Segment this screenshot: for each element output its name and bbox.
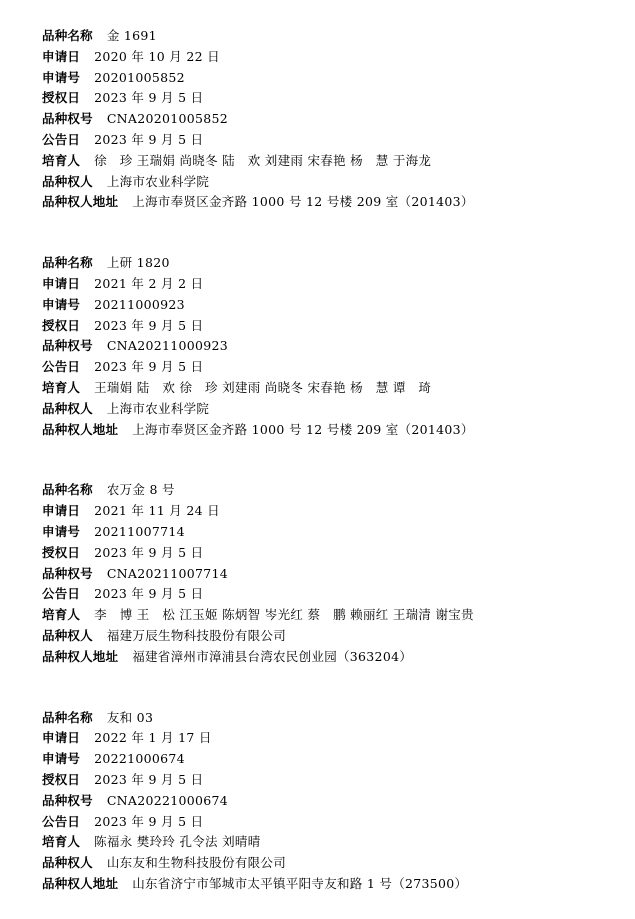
field-value: 友和 03	[106, 709, 154, 725]
field-label: 品种权人	[42, 627, 93, 643]
field-breeders	[42, 378, 627, 399]
field-value: 上海市农业科学院	[106, 400, 210, 416]
field-grant-date	[42, 88, 627, 109]
field-label: 申请日	[42, 730, 81, 746]
field-label: 培育人	[42, 607, 81, 623]
field-label: 品种权人地址	[42, 875, 119, 891]
field-value: 20201005852	[94, 69, 185, 85]
field-application-number	[42, 295, 627, 316]
field-label: 品种权号	[42, 111, 93, 127]
field-right-number	[42, 109, 627, 130]
field-value: 2023 年 9 月 5 日	[94, 586, 204, 602]
field-label: 授权日	[42, 317, 81, 333]
field-value: 上海市奉贤区金齐路 1000 号 12 号楼 209 室（201403）	[132, 421, 474, 437]
variety-record	[42, 480, 627, 667]
field-value: 山东省济宁市邹城市太平镇平阳寺友和路 1 号（273500）	[132, 875, 468, 891]
field-value: 上海市农业科学院	[106, 173, 210, 189]
field-value: 20221000674	[94, 751, 185, 767]
field-variety-name	[42, 480, 627, 501]
field-value: 2021 年 2 月 2 日	[94, 275, 204, 291]
field-application-date	[42, 274, 627, 295]
field-value: 2022 年 1 月 17 日	[94, 730, 212, 746]
field-right-holder-address	[42, 420, 627, 441]
field-right-holder	[42, 399, 627, 420]
field-value: 李 博 王 松 江玉姬 陈炳智 岑光红 蔡 鹏 赖丽红 王瑞清 谢宝贵	[94, 607, 474, 623]
field-variety-name	[42, 708, 627, 729]
field-label: 申请日	[42, 275, 81, 291]
field-value: 2023 年 9 月 5 日	[94, 90, 204, 106]
field-label: 公告日	[42, 359, 81, 375]
field-value: 金 1691	[106, 28, 157, 43]
field-label: 授权日	[42, 544, 81, 560]
field-breeders	[42, 605, 627, 626]
field-grant-date	[42, 316, 627, 337]
field-label: 培育人	[42, 152, 81, 168]
field-value: 农万金 8 号	[106, 482, 175, 498]
field-label: 公告日	[42, 131, 81, 147]
field-label: 品种名称	[42, 709, 93, 725]
field-value: 20211007714	[94, 523, 185, 539]
field-value: 福建万辰生物科技股份有限公司	[106, 627, 287, 643]
field-label: 品种权人	[42, 173, 93, 189]
field-label: 授权日	[42, 90, 81, 106]
field-label: 品种权人	[42, 400, 93, 416]
field-label: 品种名称	[42, 255, 93, 271]
field-value: 陈福永 樊玲玲 孔令法 刘晴晴	[94, 834, 261, 850]
field-label: 培育人	[42, 834, 81, 850]
field-announcement-date	[42, 357, 627, 378]
field-value: 2023 年 9 月 5 日	[94, 317, 204, 333]
field-label: 品种权号	[42, 792, 93, 808]
field-label: 品种权号	[42, 338, 93, 354]
variety-record	[42, 708, 627, 895]
field-breeders	[42, 151, 627, 172]
field-value: 福建省漳州市漳浦县台湾农民创业园（363204）	[132, 648, 413, 664]
field-application-date	[42, 501, 627, 522]
field-value: CNA20211007714	[106, 565, 229, 581]
field-application-number	[42, 68, 627, 89]
field-label: 品种权人地址	[42, 648, 119, 664]
field-label: 培育人	[42, 379, 81, 395]
field-value: 上海市奉贤区金齐路 1000 号 12 号楼 209 室（201403）	[132, 194, 474, 210]
field-grant-date	[42, 770, 627, 791]
field-label: 申请号	[42, 69, 81, 85]
field-value: 2023 年 9 月 5 日	[94, 359, 204, 375]
field-grant-date	[42, 543, 627, 564]
field-label: 品种权号	[42, 565, 93, 581]
field-application-date	[42, 47, 627, 68]
field-value: 20211000923	[94, 296, 185, 312]
variety-record	[42, 253, 627, 440]
field-value: CNA20201005852	[106, 111, 229, 127]
field-right-holder-address	[42, 874, 627, 895]
field-value: 2023 年 9 月 5 日	[94, 131, 204, 147]
field-value: 上研 1820	[106, 255, 170, 271]
field-right-number	[42, 336, 627, 357]
field-right-holder-address	[42, 647, 627, 668]
field-application-number	[42, 522, 627, 543]
field-announcement-date	[42, 130, 627, 151]
field-label: 申请日	[42, 503, 81, 519]
field-application-number	[42, 749, 627, 770]
field-value: 2023 年 9 月 5 日	[94, 771, 204, 787]
field-breeders	[42, 832, 627, 853]
field-announcement-date	[42, 584, 627, 605]
field-value: CNA20211000923	[106, 338, 229, 354]
field-value: 徐 珍 王瑞娟 尚晓冬 陆 欢 刘建雨 宋春艳 杨 慧 于海龙	[94, 152, 432, 168]
field-value: 2023 年 9 月 5 日	[94, 813, 204, 829]
field-label: 公告日	[42, 586, 81, 602]
field-right-holder	[42, 853, 627, 874]
document-page	[42, 26, 627, 895]
field-value: CNA20221000674	[106, 792, 229, 808]
field-variety-name	[42, 253, 627, 274]
field-value: 山东友和生物科技股份有限公司	[106, 855, 287, 871]
field-value: 2021 年 11 月 24 日	[94, 503, 220, 519]
field-label: 公告日	[42, 813, 81, 829]
field-label: 品种权人地址	[42, 194, 119, 210]
field-label: 申请日	[42, 48, 81, 64]
field-variety-name	[42, 26, 627, 47]
field-label: 申请号	[42, 523, 81, 539]
field-label: 申请号	[42, 751, 81, 767]
field-label: 授权日	[42, 771, 81, 787]
field-label: 品种名称	[42, 28, 93, 43]
field-value: 2020 年 10 月 22 日	[94, 48, 220, 64]
field-announcement-date	[42, 812, 627, 833]
field-right-holder	[42, 172, 627, 193]
field-right-holder-address	[42, 192, 627, 213]
field-label: 品种权人地址	[42, 421, 119, 437]
field-application-date	[42, 728, 627, 749]
field-label: 品种名称	[42, 482, 93, 498]
variety-record	[42, 26, 627, 213]
field-value: 王瑞娟 陆 欢 徐 珍 刘建雨 尚晓冬 宋春艳 杨 慧 谭 琦	[94, 379, 432, 395]
field-right-holder	[42, 626, 627, 647]
field-value: 2023 年 9 月 5 日	[94, 544, 204, 560]
field-right-number	[42, 791, 627, 812]
field-label: 品种权人	[42, 855, 93, 871]
field-label: 申请号	[42, 296, 81, 312]
field-right-number	[42, 564, 627, 585]
